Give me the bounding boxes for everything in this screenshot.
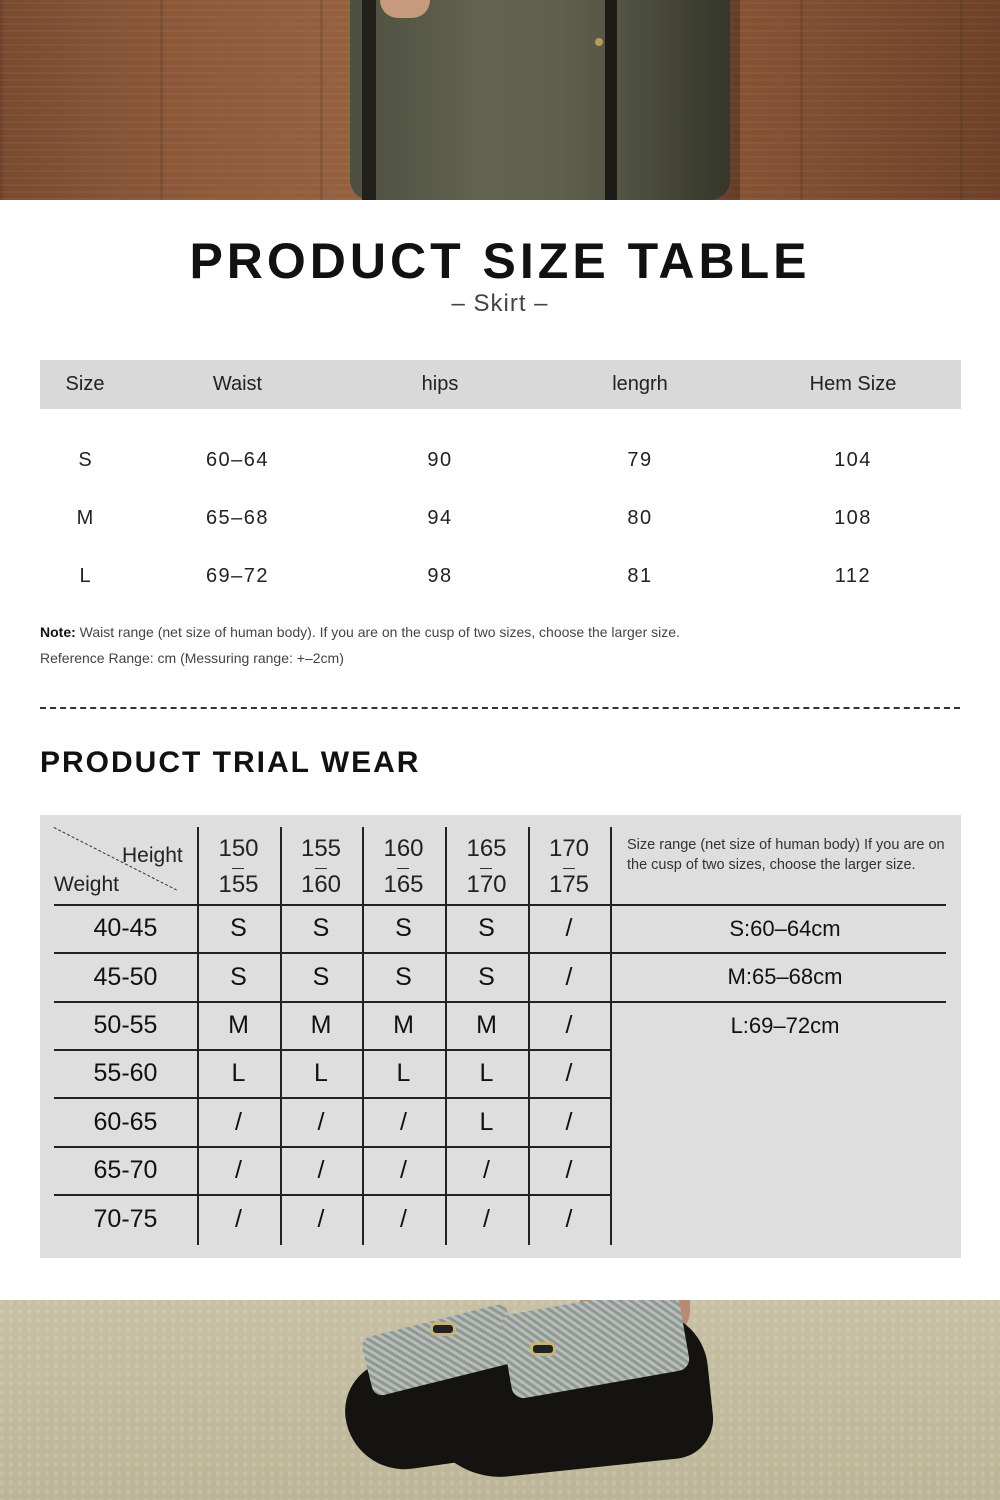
note-label: Note: xyxy=(40,624,76,640)
cell-hips: 98 xyxy=(427,564,453,587)
cell-waist: 69–72 xyxy=(205,564,270,587)
size-cell: / xyxy=(317,1107,325,1136)
height-header xyxy=(445,829,528,904)
weight-label: 60-65 xyxy=(93,1107,158,1136)
weight-label: 40-45 xyxy=(93,914,158,942)
height-header xyxy=(528,829,610,904)
table-row xyxy=(40,431,961,489)
weight-axis-label: Weight xyxy=(54,873,119,896)
table-row xyxy=(40,547,961,605)
table-row xyxy=(40,489,961,547)
size-cell: S xyxy=(395,914,412,942)
size-cell: / xyxy=(400,1204,407,1233)
cell-size: S xyxy=(78,448,92,471)
size-cell: / xyxy=(565,1156,573,1184)
size-cell: L xyxy=(396,1059,411,1087)
cell-hem-size: 112 xyxy=(834,564,872,587)
header-size: Size xyxy=(65,373,105,395)
size-table-header xyxy=(40,360,961,409)
size-cell: S xyxy=(478,962,495,991)
size-cell: / xyxy=(235,1107,242,1136)
height-top: 160 xyxy=(383,834,424,862)
height-top: 150 xyxy=(218,834,259,862)
size-cell: / xyxy=(565,914,573,942)
size-cell: L xyxy=(479,1059,494,1087)
size-cell: S xyxy=(395,962,412,991)
cell-waist: 60–64 xyxy=(205,448,270,471)
size-note xyxy=(40,624,680,640)
cell-hips: 90 xyxy=(427,448,453,471)
header-hips: hips xyxy=(421,373,459,395)
size-cell: S xyxy=(312,962,330,991)
page-title: PRODUCT SIZE TABLE xyxy=(189,233,811,289)
size-cell: / xyxy=(565,1204,573,1233)
note-text: Waist range (net size of human body). If you are on the cusp of two sizes, choose the larger size. xyxy=(75,624,680,640)
cell-hips: 94 xyxy=(427,506,453,529)
section-divider xyxy=(40,707,960,709)
range-item-m: M:65–68cm xyxy=(727,964,843,989)
size-cell: / xyxy=(483,1204,490,1233)
header-length: lengrh xyxy=(612,373,668,395)
size-cell: L xyxy=(479,1107,494,1136)
height-bottom: 165 xyxy=(383,867,423,903)
size-table xyxy=(40,360,961,605)
size-cell: M xyxy=(310,1011,332,1039)
size-cell: / xyxy=(235,1204,242,1233)
reference-range: Reference Range: cm (Messuring range: +–2cm) xyxy=(40,650,344,666)
size-cell: / xyxy=(400,1107,407,1136)
size-cell: L xyxy=(231,1059,246,1087)
product-photo-top xyxy=(0,0,1000,200)
cell-hem-size: 104 xyxy=(834,448,872,471)
cell-hem-size: 108 xyxy=(834,506,872,529)
size-cell: / xyxy=(317,1204,325,1233)
height-axis-label: Height xyxy=(122,844,183,867)
size-cell: S xyxy=(230,962,247,991)
size-cell: / xyxy=(317,1156,325,1184)
size-cell: / xyxy=(565,1107,573,1136)
size-cell: S xyxy=(312,914,330,942)
height-bottom: 155 xyxy=(218,867,258,903)
size-cell: / xyxy=(565,1059,573,1087)
cell-size: M xyxy=(76,506,94,529)
size-range-note: Size range (net size of human body) If you are on the cusp of two sizes, choose the larger size. xyxy=(627,837,945,873)
cell-length: 80 xyxy=(627,506,653,529)
product-photo-bottom xyxy=(0,1300,1000,1500)
size-cell: / xyxy=(483,1156,490,1184)
height-header xyxy=(362,829,445,904)
size-cell: / xyxy=(565,962,573,991)
size-cell: M xyxy=(476,1011,497,1039)
weight-label: 70-75 xyxy=(93,1204,158,1233)
weight-label: 55-60 xyxy=(93,1059,158,1087)
size-cell: M xyxy=(393,1011,414,1039)
weight-label: 65-70 xyxy=(93,1156,158,1184)
size-cell: S xyxy=(230,914,247,942)
cell-waist: 65–68 xyxy=(205,506,270,529)
cell-length: 81 xyxy=(627,564,653,587)
height-top: 170 xyxy=(548,834,590,862)
range-item-s: S:60–64cm xyxy=(729,915,841,941)
height-bottom: 170 xyxy=(466,867,506,903)
height-bottom: 175 xyxy=(549,867,589,903)
header-waist: Waist xyxy=(212,373,263,395)
size-cell: / xyxy=(400,1156,407,1184)
height-top: 155 xyxy=(300,834,342,862)
height-top: 165 xyxy=(466,834,507,862)
trial-wear-table xyxy=(40,815,961,1258)
trial-wear-title: PRODUCT TRIAL WEAR xyxy=(40,746,421,779)
product-subtitle: – Skirt – xyxy=(451,290,549,317)
height-header xyxy=(280,829,362,904)
cell-length: 79 xyxy=(627,448,653,471)
weight-label: 50-55 xyxy=(93,1011,158,1039)
header-hem-size: Hem Size xyxy=(809,373,897,395)
size-cell: S xyxy=(478,914,495,942)
size-cell: M xyxy=(228,1011,249,1039)
height-bottom: 160 xyxy=(301,867,341,903)
cell-size: L xyxy=(79,564,91,587)
size-cell: / xyxy=(565,1011,573,1039)
range-item-l: L:69–72cm xyxy=(730,1012,840,1038)
size-cell: L xyxy=(314,1059,328,1087)
size-cell: / xyxy=(235,1156,242,1184)
weight-label: 45-50 xyxy=(93,962,158,991)
height-header xyxy=(197,829,280,904)
